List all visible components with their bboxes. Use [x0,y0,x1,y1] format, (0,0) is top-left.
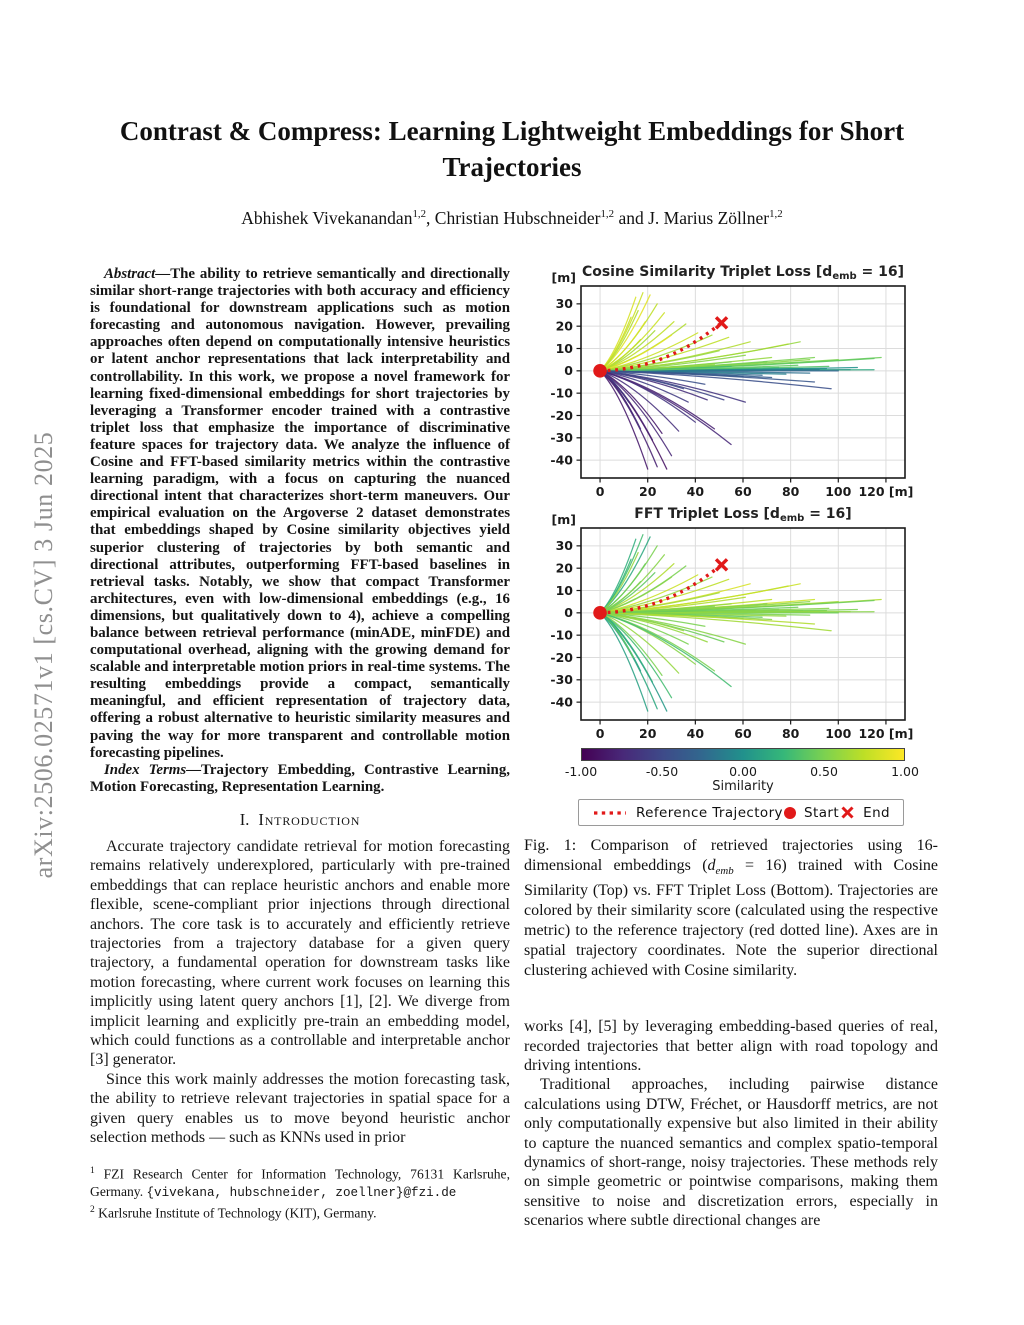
svg-text:-40: -40 [550,694,573,710]
svg-text:20: 20 [555,560,573,576]
author-1-affiliation-sup: 1,2 [412,208,427,221]
svg-text:0: 0 [564,363,573,379]
svg-text:-30: -30 [550,430,573,446]
figure-legend [578,799,904,826]
colorbar-tick-label: -1.00 [564,764,598,779]
svg-text:Cosine Similarity Triplet Loss: Cosine Similarity Triplet Loss $[d_{emb} = 16]$ [581,264,905,282]
abstract-text: —The ability to retrieve semantically and directionally similar short-range trajectories with both accuracy and efficiency is foundational for downstream applications such as motion forecasting and autonomous navigation. However, prevailing approaches often depend on computationally intensive heuristics or latent anchor representations that lack interpretability and controllability. In this work, we propose a novel framework for learning fixed-dimensional embeddings for short trajectories by leveraging a Transformer encoder trained with a contrastive triplet loss that emphasize the importance of discriminative feature spaces for trajectory data. We analyze the influence of Cosine and FFT-based similarity metrics within the contrastive learning paradigm, with a focus on capturing the nuanced directional intent that characterizes short-term maneuvers. Our empirical evaluation on the Argoverse 2 dataset demonstrates that embeddings shaped by Cosine similarity objectives yield superior clustering of trajectories by both semantic and directional attributes, outperforming FFT-based baselines in retrieval tasks. Notably, we show that compact Transformer architectures, even with low-dimensional embeddings (e.g., 16 dimensions, but qualitatively down to 4), achieve a compelling balance between retrieval performance (minADE, minFDE) and computational overhead, aligning with the growing demand for scalable and interpretable motion priors in real-time systems. The resulting embeddings provide a compact, semantically meaningful, and efficient representation of trajectory data, offering a robust alternative to heuristic similarity measures and paving the way for more transparent and controllable motion forecasting pipelines. [90,266,510,761]
svg-text:40: 40 [686,484,705,499]
section-heading-introduction [90,810,510,830]
figure-caption [524,836,938,981]
figure-1 [524,262,938,981]
author-3-affiliation-sup: 1,2 [769,208,783,221]
index-terms-paragraph [90,762,510,796]
footnote-1-email: {vivekana, hubschneider, zoellner}@fzi.de [146,1185,457,1200]
intro-paragraph-1: Accurate trajectory candidate retrieval for motion forecasting remains relatively underexplored, particularly with pre-trained embeddings that can replace heuristic anchors and enable more flexible, scene-compliant prior injections through directional anchors. The core task is to accurately and efficiently retrieve trajectories from a trajectory database for a given query trajectory, a fundamental operation for downstream tasks like motion forecasting, where current work focuses on learning this implicitly using latent query anchors [1], [2]. We diverge from implicit learning and explicitly pre-train an embedding model, which could functions as a controllable and interpretable anchor [3] generator. [90,837,510,1069]
caption-text-after: = 16) trained with Cosine Similarity (Top) vs. FFT Triplet Loss (Bottom). Trajectories are colored by their similarity score (calculated using the respective metric) to the reference trajectory (red dotted line). Axes are in spatial trajectory coordinates. Note the superior directional clustering achieved with Cosine similarity. [524,857,938,980]
svg-text:-40: -40 [550,452,573,468]
svg-text:-10: -10 [550,627,573,643]
caption-math-var: d [707,857,716,874]
svg-text:80: 80 [781,484,800,499]
start-dot-icon [784,807,796,819]
svg-text:-30: -30 [550,672,573,688]
svg-text:10: 10 [555,340,573,356]
colorbar-tick-label: 0.00 [729,764,757,779]
author-3: J. Marius Zöllner [648,208,770,228]
svg-text:80: 80 [781,726,800,741]
svg-text:30: 30 [555,538,573,554]
abstract-label: Abstract [104,266,156,282]
svg-text:100: 100 [825,726,852,741]
end-x-icon [840,805,855,820]
colorbar-label: Similarity [712,779,774,794]
svg-text:30: 30 [555,296,573,312]
author-1: Abhishek Vivekanandan [241,208,413,228]
abstract-paragraph [90,266,510,762]
author-separator: and [614,208,649,228]
footnote-2-marker: 2 [90,1204,95,1215]
section-title: Introduction [258,809,361,829]
svg-text:20: 20 [639,484,657,499]
author-2: Christian Hubschneider [434,208,601,228]
footnote-2 [90,1202,510,1222]
colorbar-tick-label: 0.50 [810,764,838,779]
footnote-1 [90,1163,510,1202]
intro-paragraph-2: Since this work mainly addresses the motion forecasting task, the ability to retrieve relevant trajectories in spatial space for a given query enables us to move beyond heuristic anchor selection methods — such as KNNs used in prior [90,1070,510,1146]
legend-item-reference [592,805,783,821]
svg-text:10: 10 [555,582,573,598]
left-column [90,266,510,1147]
trajectories [600,535,881,711]
right-paragraph-1: works [4], [5] by leveraging embedding-based queries of real, recorded trajectories that better align with road topology and driving intentions. [524,1018,938,1074]
svg-text:-10: -10 [550,385,573,401]
paper-title: Contrast & Compress: Learning Lightweight Embeddings for Short Trajectories [119,116,905,182]
footnotes [90,1163,510,1221]
svg-text:FFT Triplet Loss [demb = 16]: FFT Triplet Loss $[d_{emb} = 16]$ [634,506,852,524]
reference-trajectory-dash-icon [592,809,628,817]
svg-text:[m]: [m] [551,270,576,285]
index-terms-text: —Trajectory Embedding, Contrastive Learning, Motion Forecasting, Representation Learning. [90,761,510,795]
colorbar-gradient [581,748,905,761]
svg-text:0: 0 [564,605,573,621]
svg-text:120 [m]: 120 [m] [858,484,914,499]
footnote-1-text: FZI Research Center for Information Technology, 76131 Karlsruhe, Germany. [90,1166,510,1199]
section-number: I. [239,809,250,829]
svg-text:120 [m]: 120 [m] [858,726,914,741]
legend-reference-label: Reference Trajectory [636,804,783,821]
fft-triplet-loss-chart [524,504,938,742]
footnote-2-text: Karlsruhe Institute of Technology (KIT), Germany. [98,1205,377,1221]
colorbar-tick-label: 1.00 [891,764,919,779]
svg-text:20: 20 [555,318,573,334]
svg-text:20: 20 [639,726,657,741]
footnote-1-marker: 1 [90,1166,95,1176]
arxiv-watermark: arXiv:2506.02571v1 [cs.CV] 3 Jun 2025 [29,431,58,879]
right-column [524,262,938,1231]
author-2-affiliation-sup: 1,2 [600,208,615,221]
colorbar-tick-label: -0.50 [645,764,679,779]
legend-item-start [784,805,839,821]
svg-text:60: 60 [734,726,752,741]
index-terms-label: Index Terms [104,761,187,778]
svg-text:0: 0 [595,726,605,741]
svg-text:60: 60 [734,484,752,499]
legend-end-label: End [863,804,890,821]
caption-math-sub: emb [715,865,734,878]
colorbar [524,748,938,796]
caption-label: Fig. 1: [524,837,577,854]
svg-text:0: 0 [595,484,605,499]
right-paragraph-2: Traditional approaches, including pairwise distance calculations using DTW, Fréchet, or Hausdorff metrics, are not only computationally expensive but also limited in their ability to capture the nuanced semantics and complex spatio-temporal dynamics of short-range, noisy trajectories. These methods rely on simple geometric or pointwise comparisons, making them sensitive to noise and discretization errors, especially in scenarios where subtle directional changes are [524,1076,938,1230]
author-separator: , [426,208,435,228]
svg-text:-20: -20 [550,407,573,423]
svg-text:100: 100 [825,484,852,499]
caption-text-before: Comparison of retrieved trajectories using 16-dimensional embeddings ( [524,837,938,874]
svg-text:[m]: [m] [551,512,576,527]
cosine-similarity-chart [524,262,938,500]
authors-line [0,208,1024,229]
svg-text:40: 40 [686,726,705,741]
legend-start-label: Start [804,804,840,821]
legend-item-end [840,805,890,821]
trajectories [600,293,881,469]
svg-text:-20: -20 [550,649,573,665]
